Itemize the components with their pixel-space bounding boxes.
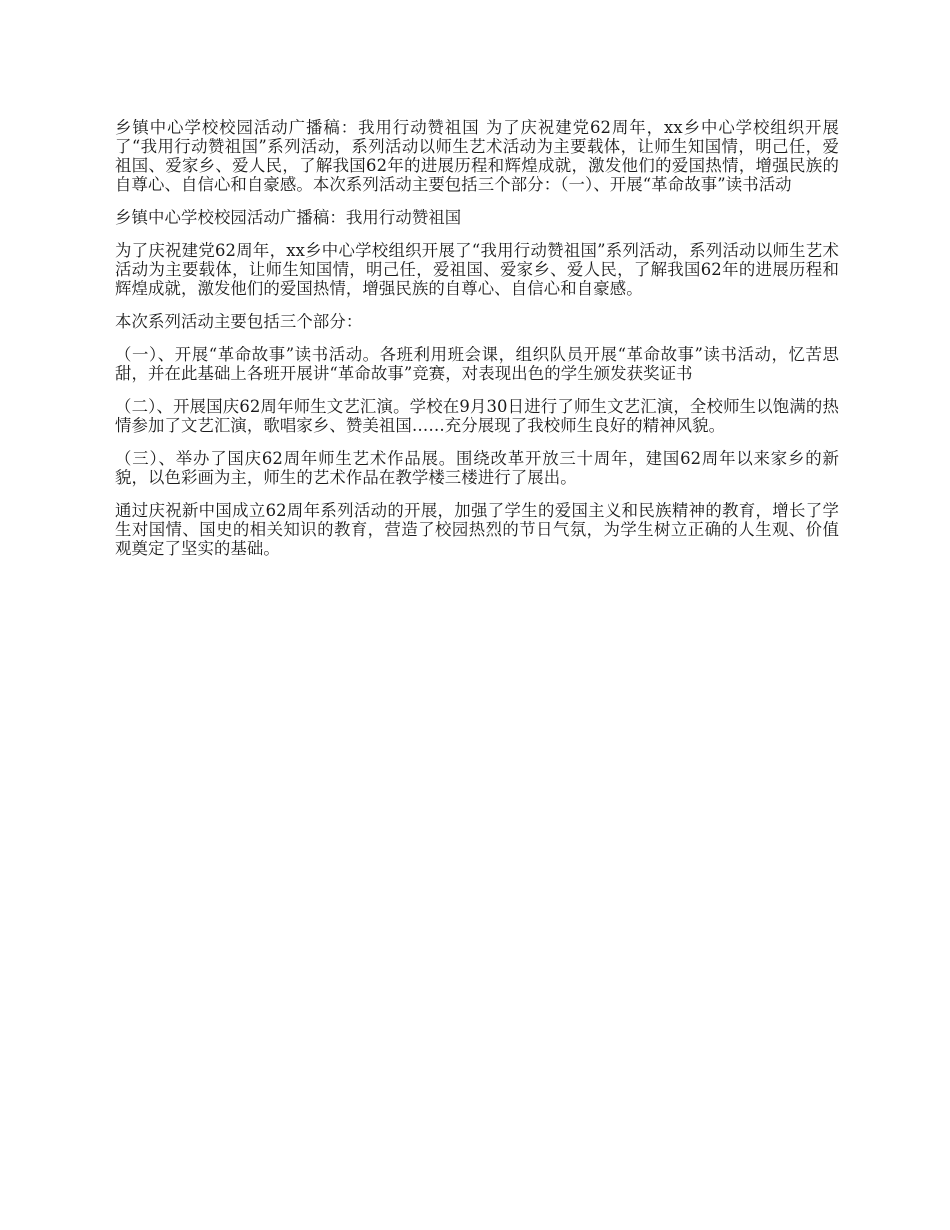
part-one-paragraph: （一）、开展“革命故事”读书活动。各班利用班会课，组织队员开展“革命故事”读书活动，忆苦思甜，并在此基础上各班开展讲“革命故事”竞赛，对表现出色的学生颁发获奖证书 bbox=[115, 345, 839, 383]
intro-paragraph: 乡镇中心学校校园活动广播稿：我用行动赞祖国 为了庆祝建党62周年，xx乡中心学校组织开展了“我用行动赞祖国”系列活动，系列活动以师生艺术活动为主要载体，让师生知国情，明己任，爱祖国、爱家乡、爱人民，了解我国62年的进展历程和辉煌成就，激发他们的爱国热情，增强民族的自尊心、自信心和自豪感。本次系列活动主要包括三个部分：（一）、开展“革命故事”读书活动 bbox=[115, 118, 839, 194]
broadcast-title: 乡镇中心学校校园活动广播稿：我用行动赞祖国 bbox=[115, 208, 462, 227]
conclusion-paragraph: 通过庆祝新中国成立62周年系列活动的开展，加强了学生的爱国主义和民族精神的教育，增长了学生对国情、国史的相关知识的教育，营造了校园热烈的节日气氛，为学生树立正确的人生观、价值观奠定了坚实的基础。 bbox=[115, 501, 839, 558]
part-two-paragraph: （二）、开展国庆62周年师生文艺汇演。学校在9月30日进行了师生文艺汇演，全校师生以饱满的热情参加了文艺汇演，歌唱家乡、赞美祖国……充分展现了我校师生良好的精神风貌。 bbox=[115, 397, 839, 435]
document-body bbox=[115, 118, 839, 572]
purpose-paragraph: 为了庆祝建党62周年，xx乡中心学校组织开展了“我用行动赞祖国”系列活动，系列活动以师生艺术活动为主要载体，让师生知国情，明己任，爱祖国、爱家乡、爱人民，了解我国62年的进展历程和辉煌成就，激发他们的爱国热情，增强民族的自尊心、自信心和自豪感。 bbox=[115, 241, 839, 298]
part-three-paragraph: （三）、举办了国庆62周年师生艺术作品展。围绕改革开放三十周年，建国62周年以来家乡的新貌，以色彩画为主，师生的艺术作品在教学楼三楼进行了展出。 bbox=[115, 449, 839, 487]
parts-intro: 本次系列活动主要包括三个部分： bbox=[115, 312, 363, 331]
